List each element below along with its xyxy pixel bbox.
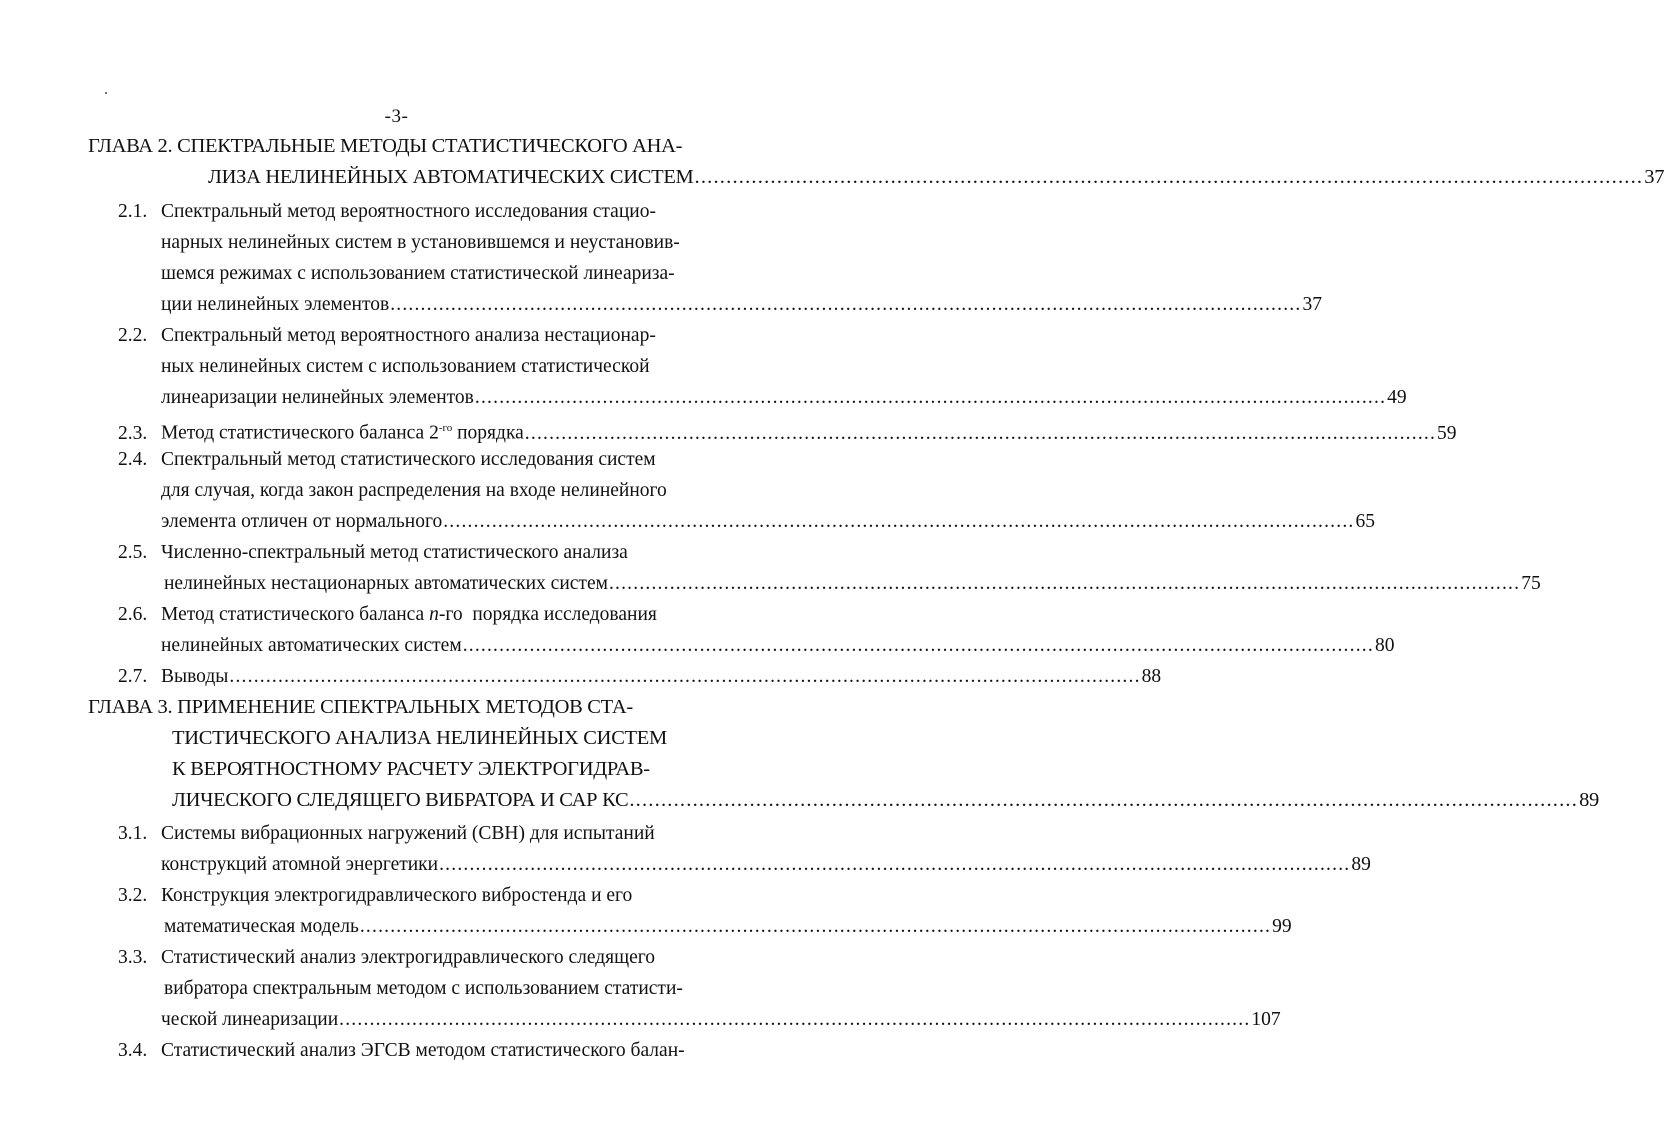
page-ref: 89 bbox=[1579, 789, 1599, 811]
leader-dots: ...................................................................................................................................................... bbox=[339, 1009, 1251, 1030]
leader-dots: ...................................................................................................................................................... bbox=[229, 666, 1141, 687]
toc-entry-3-1-last[interactable] bbox=[161, 849, 1371, 880]
section-number: 3.1. bbox=[118, 823, 148, 844]
page-ref: 88 bbox=[1141, 666, 1162, 687]
leader-dots: ...................................................................................................................................................... bbox=[629, 789, 1579, 811]
section-number: 2.3. bbox=[118, 422, 148, 444]
section-title-cont: нелинейных нестационарных автоматических систем bbox=[164, 573, 608, 594]
leader-dots: ...................................................................................................................................................... bbox=[462, 635, 1374, 656]
leader-dots: ...................................................................................................................................................... bbox=[524, 422, 1437, 444]
section-title: Спектральный метод статистического исследования систем bbox=[161, 449, 656, 470]
leader-dots: ...................................................................................................................................................... bbox=[390, 294, 1302, 315]
chapter-2-title-part-2: ЛИЗА НЕЛИНЕЙНЫХ АВТОМАТИЧЕСКИХ СИСТЕМ bbox=[208, 166, 694, 188]
page-ref: 65 bbox=[1355, 511, 1375, 532]
section-number: 2.1. bbox=[118, 201, 148, 222]
section-number: 2.6. bbox=[118, 604, 148, 625]
page-ref: 99 bbox=[1272, 916, 1292, 937]
section-number: 2.4. bbox=[118, 449, 148, 470]
leader-dots: ...................................................................................................................................................... bbox=[694, 166, 1644, 188]
toc-entry-3-4[interactable] bbox=[118, 1035, 728, 1066]
section-title: Конструкция электрогидравлического вибростенда и его bbox=[161, 885, 633, 906]
toc-entry-2-3[interactable] bbox=[118, 413, 1457, 444]
toc-entry-2-2[interactable] bbox=[118, 320, 728, 351]
chapter-3-title-part-3: К ВЕРОЯТНОСТНОМУ РАСЧЕТУ ЭЛЕКТРОГИДРАВ- bbox=[172, 758, 650, 780]
section-title: Спектральный метод вероятностного исследования стацио- bbox=[161, 201, 656, 222]
toc-chapter-3-line-4[interactable] bbox=[172, 785, 1599, 816]
chapter-2-title-part-1: ГЛАВА 2. СПЕКТРАЛЬНЫЕ МЕТОДЫ СТАТИСТИЧЕСКОГО АНА- bbox=[88, 135, 683, 157]
section-number: 2.5. bbox=[118, 542, 148, 563]
section-title-cont: ных нелинейных систем с использованием статистической bbox=[161, 356, 650, 377]
section-title: Статистический анализ ЭГСВ методом статистического балан- bbox=[161, 1040, 685, 1061]
section-number: 3.3. bbox=[118, 947, 148, 968]
section-title-cont: линеаризации нелинейных элементов bbox=[161, 387, 474, 408]
page-ref: 75 bbox=[1521, 573, 1541, 594]
toc-entry-2-4[interactable] bbox=[118, 444, 728, 475]
toc-entry-2-5-last[interactable] bbox=[164, 568, 1541, 599]
superscript: -го bbox=[438, 422, 453, 434]
section-title: Метод статистического баланса bbox=[161, 604, 430, 625]
toc-entry-2-1-last[interactable] bbox=[161, 289, 1322, 320]
section-title: Метод статистического баланса 2 bbox=[161, 422, 439, 444]
section-title: Выводы bbox=[161, 666, 229, 687]
section-title-cont: ции нелинейных элементов bbox=[161, 294, 390, 315]
toc-entry-3-3-last[interactable] bbox=[161, 1004, 1281, 1035]
page-ref: 49 bbox=[1387, 387, 1407, 408]
toc-entry-2-6[interactable] bbox=[118, 599, 728, 630]
page-ref: 89 bbox=[1351, 854, 1371, 875]
section-title: Статистический анализ электрогидравлического следящего bbox=[161, 947, 656, 968]
chapter-3-title-part-2: ТИСТИЧЕСКОГО АНАЛИЗА НЕЛИНЕЙНЫХ СИСТЕМ bbox=[172, 727, 667, 749]
toc-entry-3-3-cont bbox=[164, 973, 728, 1004]
section-title-cont: нарных нелинейных систем в установившемся и неустановив- bbox=[161, 232, 680, 253]
toc-entry-2-1-cont bbox=[161, 258, 728, 289]
leader-dots: ...................................................................................................................................................... bbox=[359, 916, 1272, 937]
section-title-cont: шемся режимах с использованием статистической линеариза- bbox=[161, 263, 675, 284]
section-title-cont: конструкций атомной энергетики bbox=[161, 854, 439, 875]
leader-dots: ...................................................................................................................................................... bbox=[474, 387, 1387, 408]
page-number: -3- bbox=[384, 106, 409, 127]
section-number: 2.2. bbox=[118, 325, 148, 346]
toc-chapter-3-line-3 bbox=[172, 754, 728, 785]
leader-dots: ...................................................................................................................................................... bbox=[439, 854, 1351, 875]
chapter-3-title-part-4: ЛИЧЕСКОГО СЛЕДЯЩЕГО ВИБРАТОРА И САР КС bbox=[172, 789, 629, 811]
leader-dots: ...................................................................................................................................................... bbox=[443, 511, 1355, 532]
toc-entry-2-4-cont bbox=[161, 475, 728, 506]
section-title-cont: ческой линеаризации bbox=[161, 1009, 339, 1030]
toc-entry-2-5[interactable] bbox=[118, 537, 728, 568]
page-ref: 37 bbox=[1302, 294, 1322, 315]
section-number: 3.4. bbox=[118, 1040, 148, 1061]
italic-n: n bbox=[429, 604, 439, 625]
page-ref: 37 bbox=[1644, 166, 1664, 188]
section-title-cont: математическая модель bbox=[164, 916, 359, 937]
section-title-cont: вибратора спектральным методом с использованием статисти- bbox=[164, 978, 683, 999]
section-title-end: порядка bbox=[452, 422, 524, 444]
page-ref: 59 bbox=[1437, 422, 1457, 444]
leader-dots: ...................................................................................................................................................... bbox=[608, 573, 1521, 594]
section-title-cont: элемента отличен от нормального bbox=[161, 511, 443, 532]
toc-entry-3-2-last[interactable] bbox=[164, 911, 1292, 942]
section-number: 2.7. bbox=[118, 666, 148, 687]
toc-entry-2-6-last[interactable] bbox=[161, 630, 1395, 661]
page-ref: 80 bbox=[1374, 635, 1395, 656]
toc-entry-2-1-cont bbox=[161, 227, 728, 258]
section-number: 3.2. bbox=[118, 885, 148, 906]
section-title-cont: для случая, когда закон распределения на входе нелинейного bbox=[161, 480, 667, 501]
section-title-end: -го порядка исследования bbox=[438, 604, 657, 625]
toc-chapter-2-line-1 bbox=[88, 131, 728, 162]
toc-entry-2-2-cont bbox=[161, 351, 728, 382]
toc-entry-3-3[interactable] bbox=[118, 942, 728, 973]
section-title: Спектральный метод вероятностного анализа нестационар- bbox=[161, 325, 656, 346]
toc-entry-2-1[interactable] bbox=[118, 196, 728, 227]
toc-entry-2-7[interactable] bbox=[118, 661, 1162, 692]
toc-entry-2-2-last[interactable] bbox=[161, 382, 1407, 413]
section-title: Численно-спектральный метод статистического анализа bbox=[161, 542, 628, 563]
section-title: Системы вибрационных нагружений (СВН) для испытаний bbox=[161, 823, 655, 844]
toc-chapter-2-line-2[interactable] bbox=[208, 162, 1664, 193]
toc-entry-3-1[interactable] bbox=[118, 818, 728, 849]
toc-chapter-3-line-1 bbox=[88, 692, 728, 723]
chapter-3-title-part-1: ГЛАВА 3. ПРИМЕНЕНИЕ СПЕКТРАЛЬНЫХ МЕТОДОВ СТА- bbox=[88, 696, 633, 718]
section-title-cont: нелинейных автоматических систем bbox=[161, 635, 462, 656]
toc-chapter-3-line-2 bbox=[172, 723, 728, 754]
toc-entry-3-2[interactable] bbox=[118, 880, 728, 911]
scan-speck bbox=[105, 92, 107, 94]
page-ref: 107 bbox=[1251, 1009, 1281, 1030]
toc-entry-2-4-last[interactable] bbox=[161, 506, 1375, 537]
